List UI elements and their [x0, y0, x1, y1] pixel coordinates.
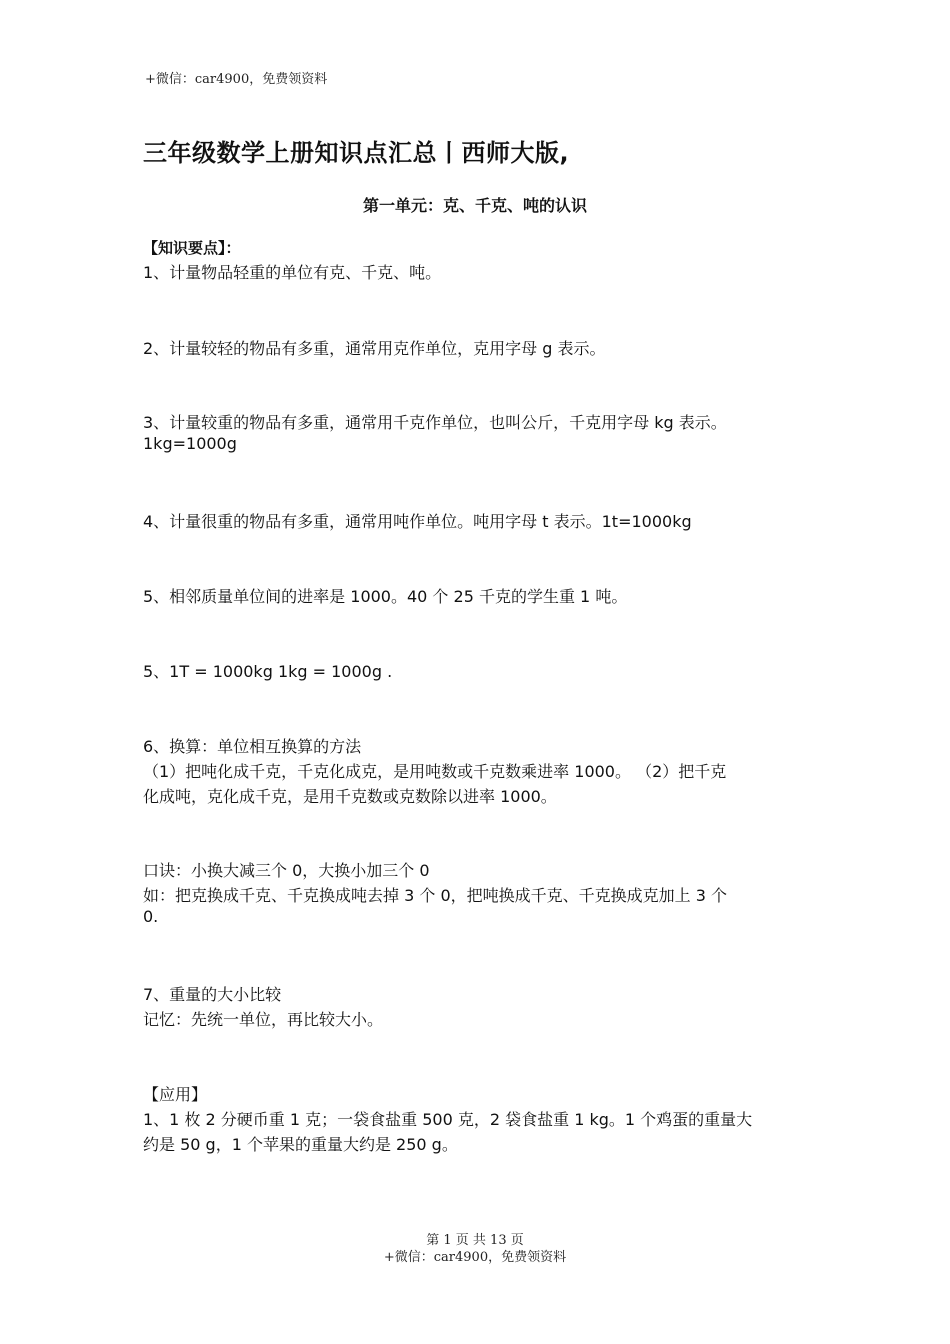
text-line: 口诀：小换大减三个 0，大换小加三个 0	[143, 861, 430, 880]
text-line: 记忆：先统一单位，再比较大小。	[143, 1010, 384, 1029]
text-line: 1kg=1000g	[143, 434, 237, 453]
text-line: 如：把克换成千克、千克换成吨去掉 3 个 0，把吨换成千克、千克换成克加上 3 个	[143, 886, 727, 905]
footer-wechat-note: +微信：car4900，免费领资料	[383, 1250, 567, 1265]
text-line: 5、相邻质量单位间的进率是 1000。40 个 25 千克的学生重 1 吨。	[143, 587, 628, 606]
page-number: 第 1 页 共 13 页	[426, 1233, 524, 1248]
text-line: 3、计量较重的物品有多重，通常用千克作单位，也叫公斤，千克用字母 kg 表示。	[143, 413, 727, 432]
unit-heading: 第一单元：克、千克、吨的认识	[362, 196, 587, 215]
text-line: 0.	[143, 907, 159, 926]
text-line: 5、1T = 1000kg 1kg = 1000g .	[143, 662, 393, 681]
text-line: 化成吨，克化成千克，是用千克数或克数除以进率 1000。	[143, 787, 557, 806]
text-line: 4、计量很重的物品有多重，通常用吨作单位。吨用字母 t 表示。1t=1000kg	[143, 512, 692, 531]
text-line: 7、重量的大小比较	[143, 985, 282, 1004]
text-line: 6、换算：单位相互换算的方法	[143, 737, 362, 756]
section-heading-application: 【应用】	[143, 1085, 208, 1104]
text-line: 1、1 枚 2 分硬币重 1 克；一袋食盐重 500 克，2 袋食盐重 1 kg。1 个鸡蛋的重量大	[143, 1110, 753, 1129]
document-title: 三年级数学上册知识点汇总丨西师大版,	[143, 139, 570, 167]
text-line: 1、计量物品轻重的单位有克、千克、吨。	[143, 263, 442, 282]
header-wechat-note: +微信：car4900，免费领资料	[145, 72, 328, 87]
text-line: 2、计量较轻的物品有多重，通常用克作单位，克用字母 g 表示。	[143, 339, 606, 358]
text-line: （1）把吨化成千克，千克化成克，是用吨数或千克数乘进率 1000。 （2）把千克	[143, 762, 727, 781]
section-heading-knowledge-points: 【知识要点】：	[143, 239, 241, 257]
text-line: 约是 50 g，1 个苹果的重量大约是 250 g。	[143, 1135, 458, 1154]
